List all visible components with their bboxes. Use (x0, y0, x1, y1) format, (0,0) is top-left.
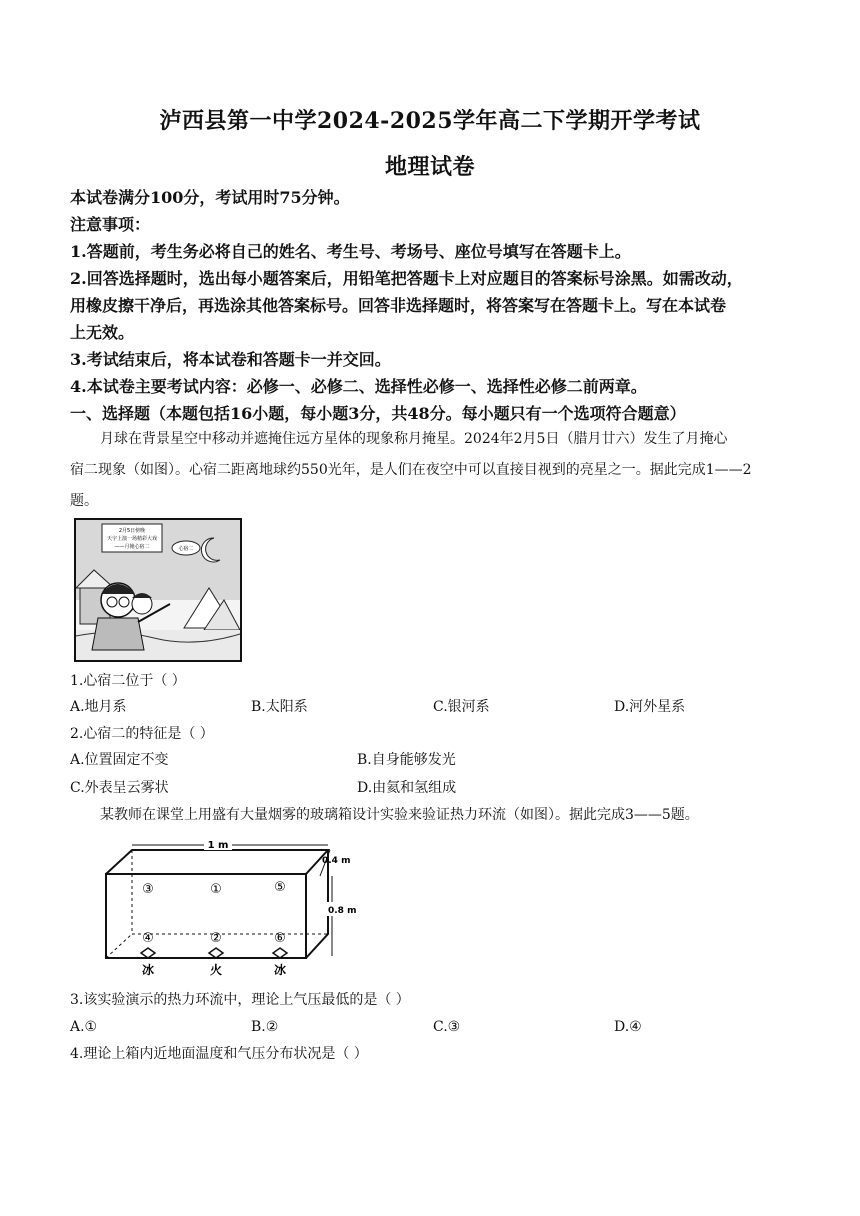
exam-title: 泸西县第一中学2024-2025学年高二下学期开学考试 (159, 108, 701, 134)
ice-marker (273, 948, 287, 958)
question-stem: 3.该实验演示的热力环流中，理论上气压最低的是（ ） (70, 992, 410, 1008)
option-b[interactable]: B.太阳系 (251, 699, 308, 715)
note-line: 用橡皮擦干净后，再选涂其他答案标号。回答非选择题时，将答案写在答题卡上。写在本试卷 (70, 296, 727, 315)
point-1: ① (210, 882, 222, 897)
option-a[interactable]: A.位置固定不变 (70, 752, 169, 768)
question-stem: 1.心宿二位于（ ） (70, 673, 186, 689)
option-d[interactable]: D.④ (614, 1019, 642, 1035)
point-3: ③ (142, 882, 154, 897)
section-heading: 一、选择题（本题包括16小题，每小题3分，共48分。每小题只有一个选项符合题意） (70, 404, 686, 423)
passage-line: 宿二现象（如图）。心宿二距离地球约550光年，是人们在夜空中可以直接目视到的亮星之一。据此完成1——2 (70, 462, 752, 478)
note-line: 3.考试结束后，将本试卷和答题卡一并交回。 (70, 350, 391, 369)
cartoon-sign-text: 2月5日傍晚 (118, 528, 146, 534)
fire-label: 火 (209, 963, 223, 977)
point-4: ④ (142, 931, 154, 946)
cartoon-sign-text: ——月掩心宿二 (114, 544, 150, 550)
passage-line: 题。 (70, 493, 98, 509)
option-c[interactable]: C.银河系 (433, 699, 490, 715)
glass-box-experiment-figure (100, 838, 360, 980)
option-b[interactable]: B.② (251, 1019, 279, 1035)
point-5: ⑤ (274, 880, 286, 895)
option-d[interactable]: D.河外星系 (614, 699, 686, 715)
point-2: ② (210, 931, 222, 946)
ice-label: 冰 (273, 963, 287, 977)
question-stem: 2.心宿二的特征是（ ） (70, 726, 214, 742)
option-c[interactable]: C.外表呈云雾状 (70, 780, 169, 796)
dim-height-label: 0.8 m (328, 906, 357, 916)
fire-marker (209, 948, 223, 958)
note-line: 2.回答选择题时，选出每小题答案后，用铅笔把答题卡上对应题目的答案标号涂黑。如需改动， (70, 269, 743, 288)
exam-subtitle: 地理试卷 (384, 154, 475, 180)
ice-label: 冰 (141, 963, 155, 977)
option-a[interactable]: A.地月系 (70, 699, 127, 715)
question-stem: 4.理论上箱内近地面温度和气压分布状况是（ ） (70, 1046, 368, 1062)
option-b[interactable]: B.自身能够发光 (357, 752, 456, 768)
note-line: 4.本试卷主要考试内容：必修一、必修二、选择性必修一、选择性必修二前两章。 (70, 377, 647, 396)
lunar-occultation-cartoon (74, 518, 242, 662)
score-time-line: 本试卷满分100分，考试用时75分钟。 (70, 188, 350, 207)
option-d[interactable]: D.由氦和氢组成 (357, 780, 457, 796)
cartoon-bubble-text: 心宿二 (178, 546, 194, 552)
note-line: 1.答题前，考生务必将自己的姓名、考生号、考场号、座位号填写在答题卡上。 (70, 242, 631, 261)
passage-line: 月球在背景星空中移动并遮掩住远方星体的现象称月掩星。2024年2月5日（腊月廿六）发生了月掩心 (100, 431, 728, 447)
note-line: 上无效。 (70, 323, 135, 342)
option-a[interactable]: A.① (70, 1019, 98, 1035)
dim-width-label: 1 m (207, 840, 229, 851)
cartoon-sign-text: 天宇上演一场精彩大戏 (106, 536, 158, 542)
option-c[interactable]: C.③ (433, 1019, 461, 1035)
notice-heading: 注意事项： (70, 215, 151, 234)
passage-line: 某教师在课堂上用盛有大量烟雾的玻璃箱设计实验来验证热力环流（如图）。据此完成3——5题。 (100, 807, 699, 823)
dim-depth-label: 0.4 m (322, 856, 351, 866)
point-6: ⑥ (274, 931, 286, 946)
ice-marker (141, 948, 155, 958)
